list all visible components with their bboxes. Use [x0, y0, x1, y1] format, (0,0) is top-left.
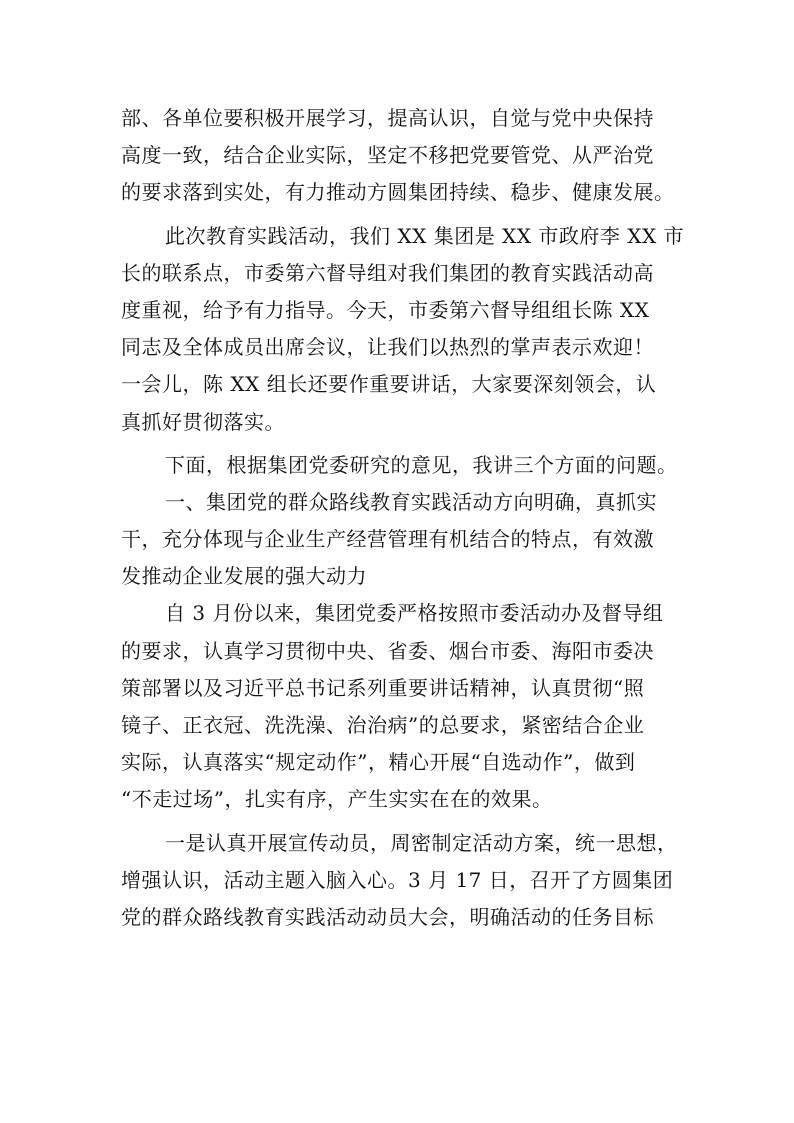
text-line: 长的联系点，市委第六督导组对我们集团的教育实践活动高: [121, 260, 654, 285]
section-heading-line: 一、集团党的群众路线教育实践活动方向明确，真抓实: [165, 489, 657, 514]
text-line: 同志及全体成员出席会议，让我们以热烈的掌声表示欢迎！: [121, 335, 654, 360]
body-text: [121, 100, 685, 936]
paragraph-start-line: 下面，根据集团党委研究的意见，我讲三个方面的问题。: [165, 452, 678, 477]
text-line: 策部署以及习近平总书记系列重要讲话精神，认真贯彻“照: [121, 675, 645, 700]
paragraph-start-line: 一是认真开展宣传动员，周密制定活动方案，统一思想，: [165, 830, 678, 855]
text-line: 度重视，给予有力指导。今天，市委第六督导组组长陈 XX: [121, 297, 650, 322]
section-heading-line: 发推动企业发展的强大动力: [121, 564, 367, 589]
section-heading-line: 干，充分体现与企业生产经营管理有机结合的特点，有效激: [121, 527, 654, 552]
text-line: 镜子、正衣冠、洗洗澡、治治病”的总要求，紧密结合企业: [121, 713, 645, 737]
paragraph-start-line: 自 3 月份以来，集团党委严格按照市委活动办及督导组: [165, 601, 664, 626]
text-line: 增强认识，活动主题入脑入心。3 月 17 日，召开了方圆集团: [121, 867, 674, 892]
text-line: 的要求，认真学习贯彻中央、省委、烟台市委、海阳市委决: [121, 638, 654, 663]
text-line: 的要求落到实处，有力推动方圆集团持续、稳步、健康发展。: [121, 180, 675, 205]
text-line: 高度一致，结合企业实际，坚定不移把党要管党、从严治党: [121, 143, 654, 168]
text-line: 党的群众路线教育实践活动动员大会，明确活动的任务目标: [121, 904, 654, 929]
paragraph-start-line: 此次教育实践活动，我们 XX 集团是 XX 市政府李 XX 市: [165, 223, 685, 248]
text-line: 一会儿，陈 XX 组长还要作重要讲话，大家要深刻领会，认: [121, 372, 657, 397]
text-line: 实际，认真落实“规定动作”，精心开展“自选动作”，做到: [121, 750, 636, 775]
text-line: “不走过场”，扎实有序，产生实实在在的效果。: [121, 787, 553, 812]
text-line: 真抓好贯彻落实。: [121, 409, 285, 434]
text-line: 部、各单位要积极开展学习，提高认识，自觉与党中央保持: [121, 106, 654, 130]
